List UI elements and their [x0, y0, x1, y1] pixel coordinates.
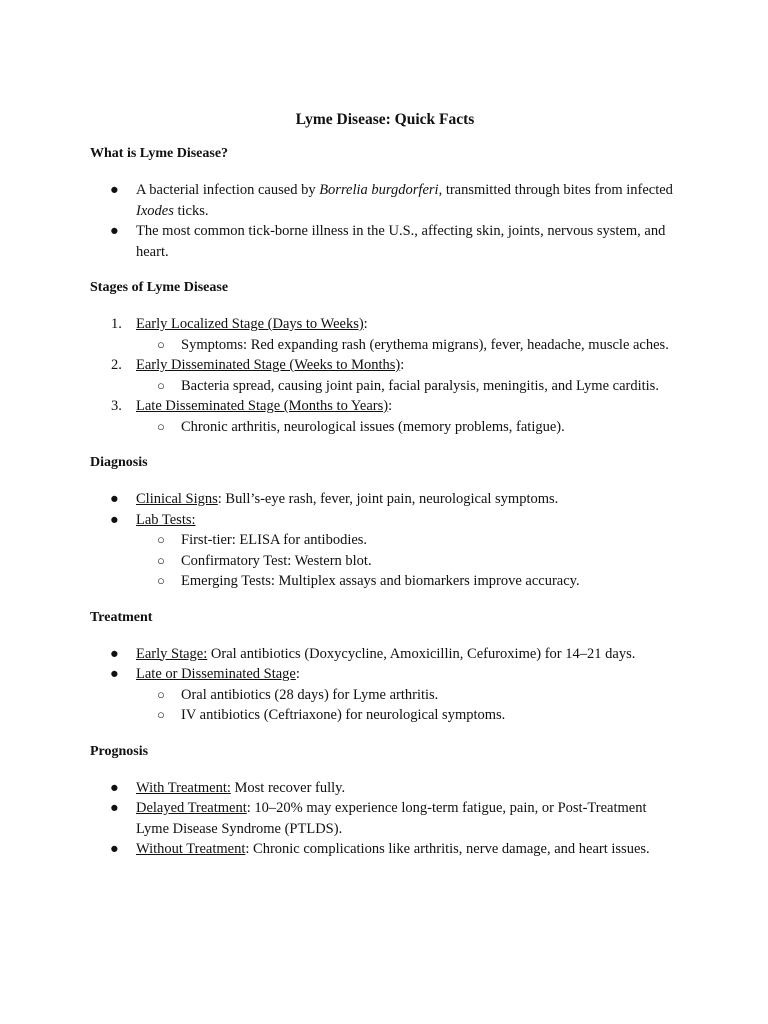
- bullet-icon: ●: [110, 779, 119, 796]
- section-heading-prognosis: Prognosis: [90, 743, 149, 759]
- stage-label-suffix: :: [400, 357, 405, 373]
- sub-list-item-text: Symptoms: Red expanding rash (erythema migrans), fever, headache, muscle aches.: [181, 336, 669, 353]
- list-item: [90, 221, 680, 262]
- sub-list-item-text: Oral antibiotics (28 days) for Lyme arthritis.: [181, 686, 439, 703]
- item-label: Clinical Signs: [136, 491, 218, 507]
- list-item-text: : 10–20% may experience long-term fatigue, pain, or Post-Treatment Lyme Disease Syndrome (PTLDS).: [136, 800, 647, 837]
- hollow-bullet-icon: ○: [157, 377, 165, 393]
- list-item: [90, 510, 680, 592]
- list-item: [90, 839, 680, 860]
- bullet-icon: ●: [110, 182, 119, 198]
- stage-label: Late Disseminated Stage (Months to Years): [136, 398, 389, 414]
- list-item: [90, 489, 680, 510]
- list-item: [90, 664, 680, 726]
- list-item-text: , transmitted through bites from infected: [438, 182, 673, 198]
- list-item: [90, 180, 680, 221]
- stage-label: Early Localized Stage (Days to Weeks): [136, 316, 364, 332]
- sub-list-item-text: IV antibiotics (Ceftriaxone) for neurological symptoms.: [181, 707, 506, 723]
- hollow-bullet-icon: ○: [157, 418, 165, 434]
- item-label: With Treatment:: [136, 779, 231, 796]
- sub-list-item: [90, 685, 680, 706]
- list-number: 1.: [111, 316, 122, 332]
- sub-list: [136, 417, 680, 438]
- bullet-icon: ●: [110, 645, 119, 662]
- list-item: [90, 798, 680, 839]
- stage-label-suffix: :: [388, 398, 393, 414]
- sub-list-item: [90, 376, 680, 397]
- list-item: [90, 644, 680, 665]
- bullet-icon: ●: [110, 491, 119, 507]
- section-heading-stages: Stages of Lyme Disease: [90, 280, 229, 295]
- item-label: Lab Tests:: [136, 511, 196, 528]
- stage-label-suffix: :: [363, 316, 368, 332]
- italic-term: Ixodes: [136, 202, 174, 219]
- document-title: Lyme Disease: Quick Facts: [295, 111, 475, 128]
- section-heading-what-is: What is Lyme Disease?: [90, 146, 229, 161]
- sub-list-item-text: Confirmatory Test: Western blot.: [181, 552, 372, 569]
- bullet-icon: ●: [110, 800, 119, 816]
- sub-list: [136, 376, 680, 397]
- list-item-text: Oral antibiotics (Doxycycline, Amoxicillin, Cefuroxime) for 14–21 days.: [207, 645, 636, 662]
- bullet-icon: ●: [110, 511, 119, 528]
- sub-list: [136, 335, 680, 356]
- list-item-text: Most recover fully.: [230, 779, 346, 796]
- list-item-text: The most common tick-borne illness in the U.S., affecting skin, joints, nervous system, and heart.: [136, 223, 666, 260]
- item-label: Early Stage:: [136, 645, 208, 662]
- bullet-icon: ●: [110, 666, 119, 682]
- item-label: Without Treatment: [136, 841, 246, 857]
- bullet-icon: ●: [110, 841, 119, 857]
- sub-list-item-text: Chronic arthritis, neurological issues (memory problems, fatigue).: [181, 418, 565, 435]
- list-item: [90, 355, 680, 396]
- diagnosis-list: [90, 489, 680, 592]
- section-heading-diagnosis: Diagnosis: [90, 455, 148, 470]
- hollow-bullet-icon: ○: [157, 686, 165, 702]
- sub-list-item-text: Bacteria spread, causing joint pain, facial paralysis, meningitis, and Lyme carditis.: [181, 377, 659, 394]
- list-item: [90, 778, 680, 799]
- section-heading-treatment: Treatment: [90, 609, 153, 625]
- list-item-text: : Bull’s-eye rash, fever, joint pain, neurological symptoms.: [217, 491, 559, 507]
- hollow-bullet-icon: ○: [157, 573, 165, 588]
- document-page: [90, 108, 680, 876]
- sub-list-item: [90, 571, 680, 592]
- item-label: Late or Disseminated Stage: [136, 666, 296, 682]
- sub-list-item: [90, 705, 680, 726]
- list-number: 3.: [111, 398, 122, 414]
- list-item-text: ticks.: [173, 202, 209, 219]
- bullet-icon: ●: [110, 223, 119, 239]
- hollow-bullet-icon: ○: [157, 552, 165, 568]
- list-number: 2.: [111, 357, 122, 373]
- hollow-bullet-icon: ○: [157, 532, 165, 547]
- hollow-bullet-icon: ○: [157, 707, 165, 722]
- list-item-text: A bacterial infection caused by: [136, 182, 320, 198]
- sub-list-item: [90, 551, 680, 572]
- stage-label: Early Disseminated Stage (Weeks to Months): [136, 357, 401, 373]
- list-item-text: :: [295, 666, 300, 682]
- sub-list: [136, 685, 680, 726]
- hollow-bullet-icon: ○: [157, 336, 165, 352]
- treatment-list: [90, 644, 680, 726]
- sub-list-item: [90, 335, 680, 356]
- list-item: [90, 314, 680, 355]
- stages-list: [90, 314, 680, 437]
- sub-list: [136, 530, 680, 592]
- italic-term: Borrelia burgdorferi: [319, 182, 439, 198]
- sub-list-item-text: Emerging Tests: Multiplex assays and biomarkers improve accuracy.: [181, 573, 580, 589]
- prognosis-list: [90, 778, 680, 860]
- sub-list-item-text: First-tier: ELISA for antibodies.: [181, 532, 368, 548]
- item-label: Delayed Treatment: [136, 800, 247, 816]
- sub-list-item: [90, 530, 680, 551]
- list-item: [90, 396, 680, 437]
- sub-list-item: [90, 417, 680, 438]
- list-item-text: : Chronic complications like arthritis, nerve damage, and heart issues.: [245, 841, 650, 857]
- what-is-list: [90, 180, 680, 262]
